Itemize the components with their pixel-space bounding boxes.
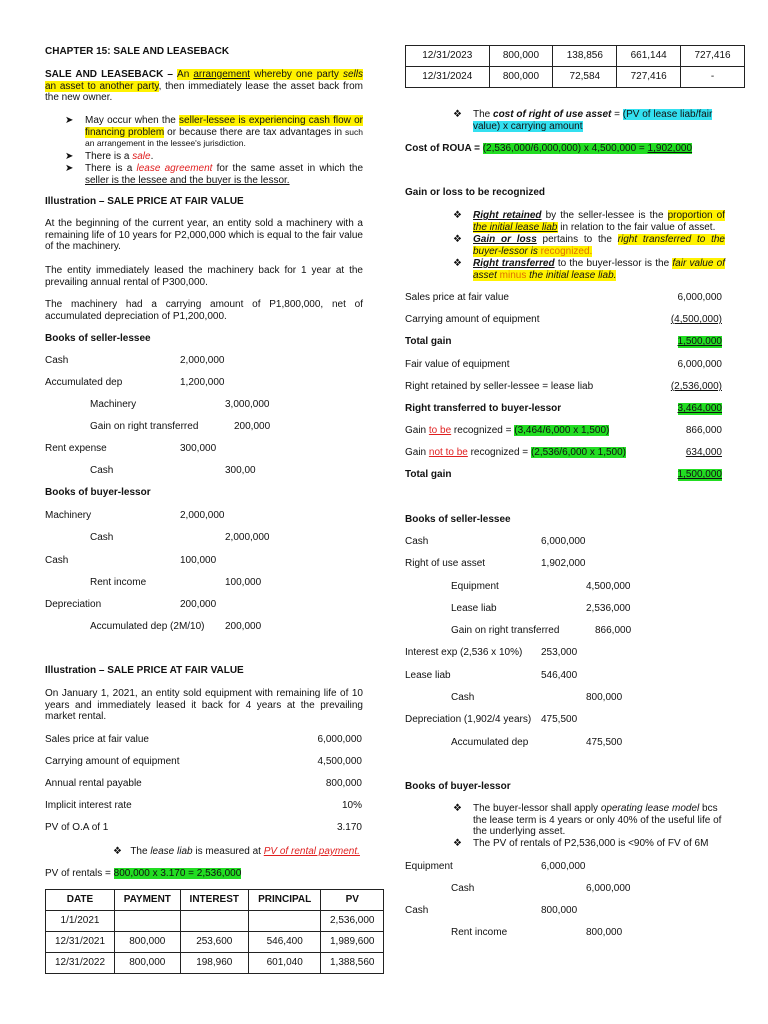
journal-credit: 866,000 bbox=[595, 625, 632, 636]
calc-label: Fair value of equipment bbox=[405, 359, 510, 370]
fact-value: 800,000 bbox=[325, 778, 362, 789]
arrow-bullet-icon: ➤ bbox=[65, 163, 74, 174]
journal-account: Accumulated dep bbox=[45, 377, 123, 388]
fact-label: PV of O.A of 1 bbox=[45, 822, 109, 833]
gain-not-recognized-line: Gain not to be recognized = (2,536/6,000 x 1,500) bbox=[405, 447, 627, 458]
table-cell: 1/1/2021 bbox=[46, 911, 115, 932]
diamond-bullet-icon: ❖ bbox=[453, 803, 462, 814]
calc-label: Total gain bbox=[405, 336, 452, 347]
roua-calculation: Cost of ROUA = (2,536,000/6,000,000) x 4,500,000 = 1,902,000 bbox=[405, 143, 693, 154]
calc-label: Total gain bbox=[405, 469, 452, 480]
roua-definition-bullet: ❖ The cost of right of use asset = (PV of lease liab/fair value) x carrying amount bbox=[453, 109, 713, 132]
table-row bbox=[46, 953, 384, 974]
diamond-bullet-icon: ❖ bbox=[453, 258, 462, 269]
table-cell: 1,989,600 bbox=[321, 932, 384, 953]
definition-paragraph: SALE AND LEASEBACK – An arrangement whereby one party sells an asset to another party, then immediately lease the asset back from the new owner. bbox=[45, 69, 364, 103]
journal-account: Depreciation (1,902/4 years) bbox=[405, 714, 532, 725]
journal-debit: 253,000 bbox=[541, 647, 578, 658]
journal-credit: 300,00 bbox=[225, 465, 256, 476]
journal-credit: 2,536,000 bbox=[586, 603, 631, 614]
gain-or-loss-bullet: ❖ Gain or loss pertains to the right transferred to the buyer-lessor is recognized. bbox=[453, 234, 725, 257]
diamond-bullet-icon: ❖ bbox=[453, 234, 462, 245]
table-cell: 12/31/2021 bbox=[46, 932, 115, 953]
illustration-1-p3: The machinery had a carrying amount of P1,800,000, net of accumulated depreciation of P1,200,000. bbox=[45, 299, 363, 322]
journal-account: Lease liab bbox=[451, 603, 497, 614]
table-cell: 1,388,560 bbox=[321, 953, 384, 974]
right-retained-bullet: ❖ Right retained by the seller-lessee is the proportion of the initial lease liab in relation to the fair value of asset. bbox=[453, 210, 726, 233]
journal-credit: 475,500 bbox=[586, 737, 623, 748]
journal-account: Cash bbox=[451, 692, 475, 703]
journal-credit: 2,000,000 bbox=[225, 532, 270, 543]
journal-account: Lease liab bbox=[405, 670, 451, 681]
illustration-2-paragraph: On January 1, 2021, an entity sold equipment with remaining life of 10 years and immediately leased it back for 4 years at the prevailing market rental. bbox=[45, 688, 363, 722]
bullet-sale: ➤ There is a sale. bbox=[65, 151, 154, 162]
table-cell bbox=[114, 911, 180, 932]
journal-debit: 1,200,000 bbox=[180, 377, 225, 388]
calc-value: 1,500,000 bbox=[677, 336, 722, 347]
bullet-lease-agreement: ➤ There is a lease agreement for the same asset in which the seller is the lessee and the buyer is the lessor. bbox=[65, 163, 364, 186]
journal-debit: 100,000 bbox=[180, 555, 217, 566]
table-cell: 800,000 bbox=[489, 46, 553, 67]
journal-account: Equipment bbox=[451, 581, 499, 592]
calc-label: Right transferred to buyer-lessor bbox=[405, 403, 562, 414]
journal-debit: 546,400 bbox=[541, 670, 578, 681]
table-cell: 800,000 bbox=[114, 932, 180, 953]
table-cell: 800,000 bbox=[114, 953, 180, 974]
journal-account: Gain on right transferred bbox=[90, 421, 199, 432]
journal-debit: 800,000 bbox=[541, 905, 578, 916]
journal-credit: 100,000 bbox=[225, 577, 262, 588]
chapter-title: CHAPTER 15: SALE AND LEASEBACK bbox=[45, 46, 230, 57]
illustration-2-title: Illustration – SALE PRICE AT FAIR VALUE bbox=[45, 665, 244, 676]
bullet-cash-flow: ➤ May occur when the seller-lessee is experiencing cash flow or financing problem or because there are tax advantages in such an arrangement in the lessee's jurisdiction. bbox=[65, 115, 364, 148]
table-row bbox=[406, 46, 745, 67]
table-cell: 727,416 bbox=[617, 67, 681, 88]
journal-account: Equipment bbox=[405, 861, 453, 872]
fact-value: 10% bbox=[341, 800, 362, 811]
table-cell: 727,416 bbox=[681, 46, 745, 67]
fact-label: Sales price at fair value bbox=[45, 734, 149, 745]
table-cell: 601,040 bbox=[248, 953, 321, 974]
journal-account: Cash bbox=[45, 355, 69, 366]
journal-account: Interest exp (2,536 x 10%) bbox=[405, 647, 523, 658]
table-cell: 253,600 bbox=[180, 932, 248, 953]
table-header: PRINCIPAL bbox=[248, 890, 321, 911]
table-row bbox=[46, 911, 384, 932]
table-cell: 198,960 bbox=[180, 953, 248, 974]
fact-label: Implicit interest rate bbox=[45, 800, 132, 811]
operating-lease-bullet: ❖ The buyer-lessor shall apply operating lease model bcs the lease term is 4 years or only 40% of the useful life of the underlying asset. bbox=[453, 803, 722, 837]
journal-debit: 475,500 bbox=[541, 714, 578, 725]
right-transferred-bullet: ❖ Right transferred to the buyer-lessor is the fair value of asset minus the initial lease liab. bbox=[453, 258, 725, 281]
journal-account: Rent expense bbox=[45, 443, 107, 454]
calc-value: (2,536,000) bbox=[670, 381, 722, 392]
illustration-1-p2: The entity immediately leased the machinery back for 1 year at the prevailing annual rental of P300,000. bbox=[45, 265, 363, 288]
journal-credit: 800,000 bbox=[586, 927, 623, 938]
fact-value: 6,000,000 bbox=[317, 734, 362, 745]
fact-value: 4,500,000 bbox=[317, 756, 362, 767]
books-seller-title: Books of seller-lessee bbox=[45, 333, 151, 344]
calc-value: 6,000,000 bbox=[677, 359, 722, 370]
fact-label: Annual rental payable bbox=[45, 778, 142, 789]
calc-value: 634,000 bbox=[685, 447, 722, 458]
fact-label: Carrying amount of equipment bbox=[45, 756, 180, 767]
journal-debit: 200,000 bbox=[180, 599, 217, 610]
illustration-1-title: Illustration – SALE PRICE AT FAIR VALUE bbox=[45, 196, 244, 207]
journal-debit: 1,902,000 bbox=[541, 558, 586, 569]
books-buyer-title: Books of buyer-lessor bbox=[45, 487, 151, 498]
arrow-bullet-icon: ➤ bbox=[65, 151, 74, 162]
amortization-table bbox=[45, 889, 384, 974]
calc-value: 866,000 bbox=[685, 425, 722, 436]
journal-account: Cash bbox=[45, 555, 69, 566]
diamond-bullet-icon: ❖ bbox=[453, 109, 462, 120]
table-header: PV bbox=[321, 890, 384, 911]
journal-account: Cash bbox=[451, 883, 475, 894]
journal-account: Right of use asset bbox=[405, 558, 486, 569]
journal-account: Rent income bbox=[451, 927, 508, 938]
journal-account: Gain on right transferred bbox=[451, 625, 560, 636]
diamond-bullet-icon: ❖ bbox=[453, 838, 462, 849]
pv-rentals-bullet: ❖ The PV of rentals of P2,536,000 is <90% of FV of 6M bbox=[453, 838, 709, 849]
table-header: DATE bbox=[46, 890, 115, 911]
table-cell: 12/31/2022 bbox=[46, 953, 115, 974]
journal-account: Cash bbox=[405, 536, 429, 547]
calc-value: 6,000,000 bbox=[677, 292, 722, 303]
illustration-1-p1: At the beginning of the current year, an entity sold a machinery with a remaining life of 10 years for P2,000,000 which is equal to the fair value of the machinery. bbox=[45, 218, 363, 252]
journal-debit: 2,000,000 bbox=[180, 510, 225, 521]
lease-liab-bullet: ❖ The lease liab is measured at PV of rental payment. bbox=[113, 846, 360, 857]
table-cell: 138,856 bbox=[553, 46, 617, 67]
diamond-bullet-icon: ❖ bbox=[113, 846, 122, 857]
table-header-row bbox=[46, 890, 384, 911]
books-seller-title-2: Books of seller-lessee bbox=[405, 514, 511, 525]
amortization-table-continued bbox=[405, 45, 745, 88]
table-cell: 12/31/2024 bbox=[406, 67, 490, 88]
diamond-bullet-icon: ❖ bbox=[453, 210, 462, 221]
table-cell: 800,000 bbox=[489, 67, 553, 88]
journal-account: Cash bbox=[90, 465, 114, 476]
table-row bbox=[46, 932, 384, 953]
calc-value: 1,500,000 bbox=[677, 469, 722, 480]
journal-debit: 2,000,000 bbox=[180, 355, 225, 366]
table-cell: 546,400 bbox=[248, 932, 321, 953]
journal-account: Depreciation bbox=[45, 599, 102, 610]
table-cell: - bbox=[681, 67, 745, 88]
journal-credit: 4,500,000 bbox=[586, 581, 631, 592]
fact-value: 3.170 bbox=[336, 822, 362, 833]
books-buyer-title-2: Books of buyer-lessor bbox=[405, 781, 511, 792]
calc-value: 3,464,000 bbox=[677, 403, 722, 414]
gain-recognized-line: Gain to be recognized = (3,464/6,000 x 1,500) bbox=[405, 425, 610, 436]
table-cell: 2,536,000 bbox=[321, 911, 384, 932]
journal-credit: 6,000,000 bbox=[586, 883, 631, 894]
journal-debit: 300,000 bbox=[180, 443, 217, 454]
journal-credit: 800,000 bbox=[586, 692, 623, 703]
journal-debit: 6,000,000 bbox=[541, 861, 586, 872]
table-cell: 72,584 bbox=[553, 67, 617, 88]
calc-label: Sales price at fair value bbox=[405, 292, 509, 303]
calc-value: (4,500,000) bbox=[670, 314, 722, 325]
table-cell: 661,144 bbox=[617, 46, 681, 67]
calc-label: Carrying amount of equipment bbox=[405, 314, 540, 325]
journal-debit: 6,000,000 bbox=[541, 536, 586, 547]
journal-account: Machinery bbox=[90, 399, 137, 410]
table-header: PAYMENT bbox=[114, 890, 180, 911]
gain-loss-title: Gain or loss to be recognized bbox=[405, 187, 546, 198]
pv-rentals-line: PV of rentals = 800,000 x 3.170 = 2,536,000 bbox=[45, 868, 242, 879]
arrow-bullet-icon: ➤ bbox=[65, 115, 74, 126]
table-row bbox=[406, 67, 745, 88]
journal-account: Cash bbox=[405, 905, 429, 916]
journal-account: Machinery bbox=[45, 510, 92, 521]
journal-credit: 200,000 bbox=[234, 421, 271, 432]
table-cell bbox=[180, 911, 248, 932]
journal-account: Accumulated dep bbox=[451, 737, 529, 748]
journal-account: Rent income bbox=[90, 577, 147, 588]
journal-credit: 200,000 bbox=[225, 621, 262, 632]
table-cell bbox=[248, 911, 321, 932]
table-header: INTEREST bbox=[180, 890, 248, 911]
calc-label: Right retained by seller-lessee = lease liab bbox=[405, 381, 594, 392]
journal-account: Cash bbox=[90, 532, 114, 543]
table-cell: 12/31/2023 bbox=[406, 46, 490, 67]
journal-account: Accumulated dep (2M/10) bbox=[90, 621, 205, 632]
journal-credit: 3,000,000 bbox=[225, 399, 270, 410]
